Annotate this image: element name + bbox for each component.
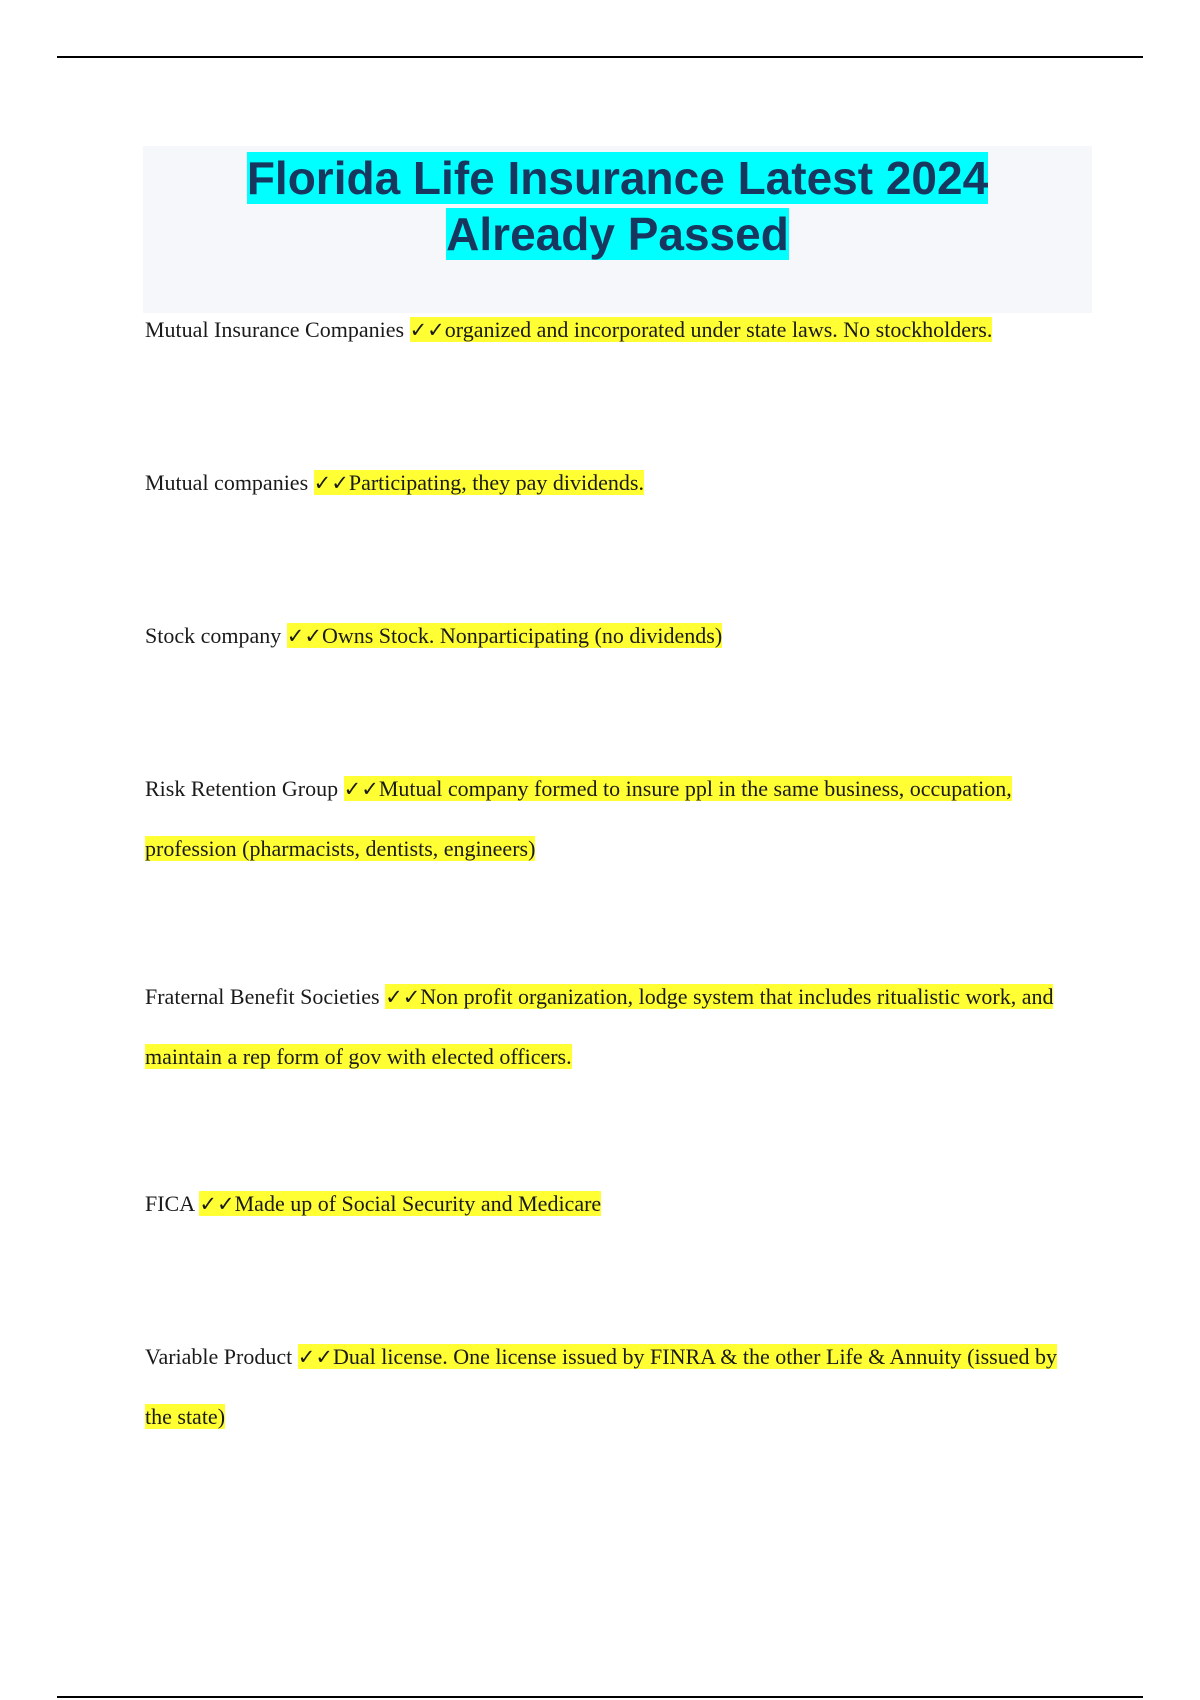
entry-mutual-companies bbox=[145, 453, 1065, 513]
entry-definition: Owns Stock. Nonparticipating (no dividends) bbox=[321, 623, 723, 648]
entry-term: Fraternal Benefit Societies bbox=[145, 984, 380, 1009]
entry-term: Variable Product bbox=[145, 1344, 293, 1369]
check-mark-icon: ✓✓ bbox=[286, 624, 322, 648]
document-title-line-1: Florida Life Insurance Latest 2024 bbox=[246, 152, 989, 204]
entry-term: Stock company bbox=[145, 623, 282, 648]
entry-definition: Made up of Social Security and Medicare bbox=[234, 1191, 602, 1216]
check-mark-icon: ✓✓ bbox=[313, 471, 349, 495]
entry-fica bbox=[145, 1174, 1065, 1234]
title-block bbox=[143, 146, 1092, 313]
check-mark-icon: ✓✓ bbox=[297, 1345, 333, 1369]
top-rule bbox=[57, 56, 1143, 58]
check-mark-icon: ✓✓ bbox=[385, 985, 421, 1009]
entry-term: Risk Retention Group bbox=[145, 776, 339, 801]
entry-definition: Non profit organization, lodge system that includes ritualistic work, and maintain a rep form of gov with elected officers. bbox=[145, 984, 1054, 1069]
entry-definition: Mutual company formed to insure ppl in the same business, occupation, profession (pharmacists, dentists, engineers) bbox=[145, 776, 1012, 861]
check-mark-icon: ✓✓ bbox=[199, 1192, 235, 1216]
check-mark-icon: ✓✓ bbox=[343, 777, 379, 801]
entry-term: Mutual Insurance Companies bbox=[145, 317, 405, 342]
entry-definition: Participating, they pay dividends. bbox=[348, 470, 644, 495]
entry-mutual-insurance-companies bbox=[145, 300, 1065, 360]
entry-stock-company bbox=[145, 606, 1065, 666]
entry-risk-retention-group bbox=[145, 759, 1065, 879]
entry-variable-product bbox=[145, 1327, 1065, 1447]
document-title-line-2: Already Passed bbox=[446, 208, 789, 260]
entry-term: Mutual companies bbox=[145, 470, 309, 495]
entry-fraternal-benefit-societies bbox=[145, 967, 1065, 1087]
entry-definition: organized and incorporated under state laws. No stockholders. bbox=[444, 317, 993, 342]
entry-term: FICA bbox=[145, 1191, 194, 1216]
entry-definition: Dual license. One license issued by FINRA & the other Life & Annuity (issued by the state) bbox=[145, 1344, 1057, 1429]
bottom-rule bbox=[57, 1696, 1143, 1698]
check-mark-icon: ✓✓ bbox=[409, 318, 445, 342]
